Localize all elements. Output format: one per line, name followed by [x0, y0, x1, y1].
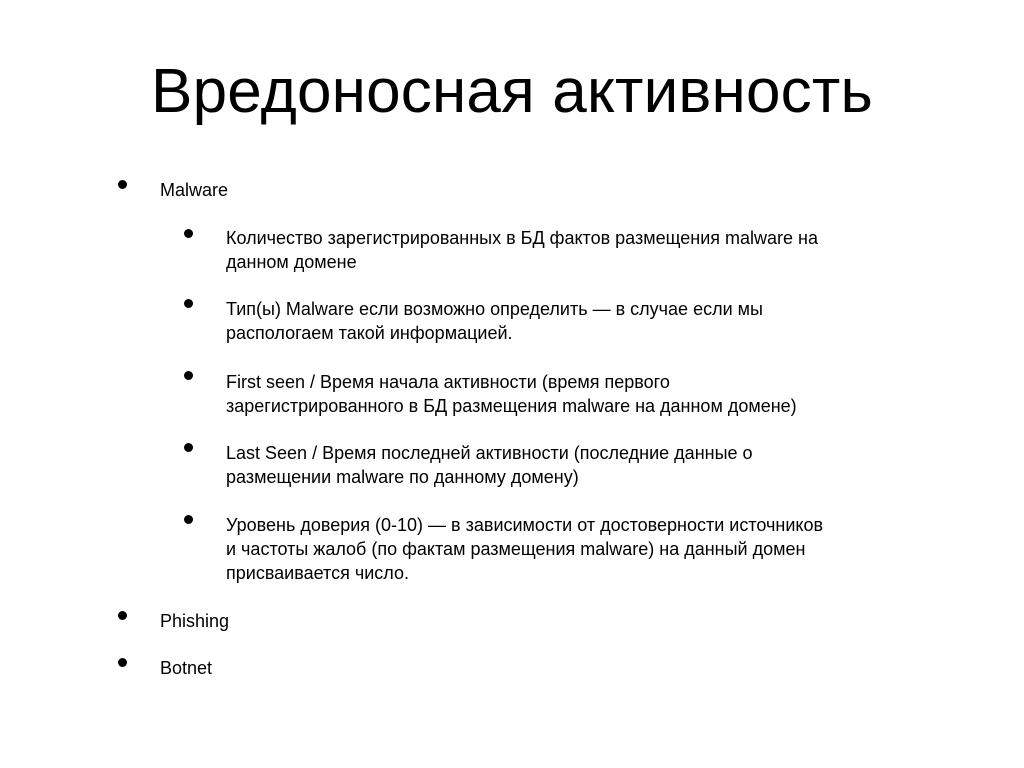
sub-bullet-last-seen-line1: Last Seen / Время последней активности (последние данные о	[226, 443, 753, 463]
bullet-botnet-label: Botnet	[160, 658, 213, 678]
sub-bullet-count-line1: Количество зарегистрированных в БД фактов размещения malware на	[226, 228, 818, 248]
sub-bullet-trust-level-line3: присваивается число.	[226, 563, 409, 583]
bullet-dot-icon	[184, 229, 193, 238]
bullet-malware-label: Malware	[160, 180, 229, 200]
bullet-dot-icon	[118, 658, 127, 667]
bullet-dot-icon	[184, 443, 193, 452]
bullet-dot-icon	[118, 611, 127, 620]
sub-bullet-trust-level-line2: и частоты жалоб (по фактам размещения malware) на данный домен	[226, 539, 806, 559]
bullet-dot-icon	[118, 180, 127, 189]
sub-bullet-type-line1: Тип(ы) Malware если возможно определить — в случае если мы	[226, 299, 763, 319]
slide-title: Вредоносная активность	[151, 57, 873, 126]
bullet-dot-icon	[184, 515, 193, 524]
sub-bullet-last-seen-line2: размещении malware по данному домену)	[226, 467, 579, 487]
sub-bullet-type-line2: распологаем такой информацией.	[226, 323, 513, 343]
sub-bullet-first-seen-line1: First seen / Время начала активности (время первого	[226, 372, 670, 392]
bullet-phishing-label: Phishing	[160, 611, 230, 631]
bullet-dot-icon	[184, 299, 193, 308]
bullet-dot-icon	[184, 371, 193, 380]
sub-bullet-count-line2: данном домене	[226, 252, 357, 272]
sub-bullet-first-seen-line2: зарегистрированного в БД размещения malware на данном домене)	[226, 396, 797, 416]
sub-bullet-trust-level-line1: Уровень доверия (0-10) — в зависимости от достоверности источников	[226, 515, 824, 535]
